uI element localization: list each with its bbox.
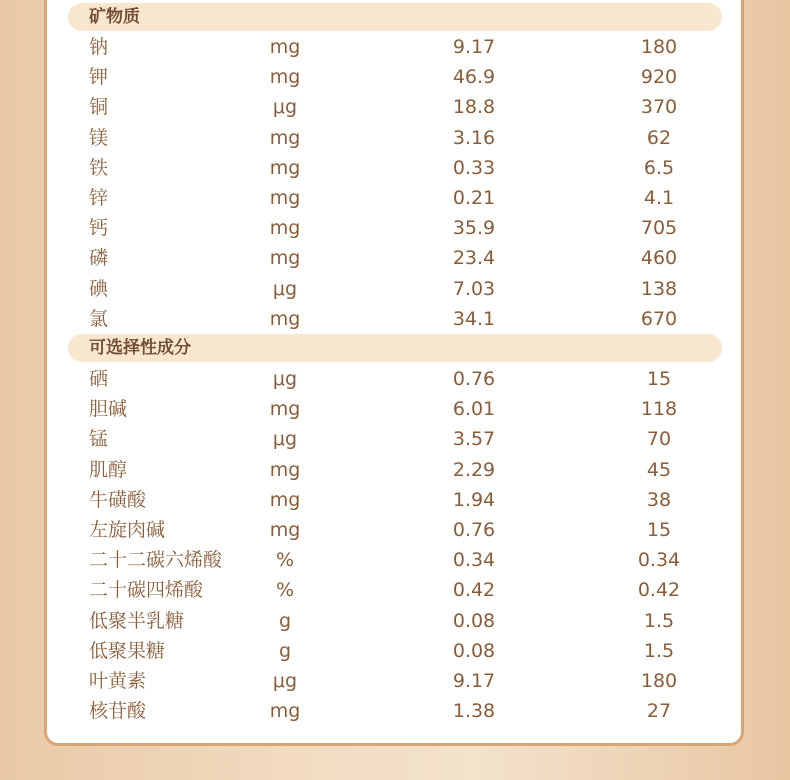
table-row — [0, 183, 790, 213]
value-per-100g: 15 — [646, 519, 672, 541]
section-title: 矿物质 — [89, 7, 140, 27]
value-per-100g: 4.1 — [643, 187, 675, 209]
nutrient-name: 铜 — [89, 96, 109, 119]
value-per-100kj: 3.16 — [452, 126, 496, 149]
table-row — [0, 243, 790, 273]
value-per-100g: 6.5 — [643, 156, 675, 179]
table-row — [0, 485, 790, 515]
nutrient-name: 镁 — [89, 126, 109, 149]
nutrient-unit: mg — [269, 307, 301, 330]
nutrient-name: 钠 — [89, 36, 109, 58]
table-row — [0, 545, 790, 575]
value-per-100g: 45 — [646, 458, 672, 481]
value-per-100g: 180 — [640, 670, 678, 692]
nutrient-name: 肌醇 — [89, 458, 128, 481]
value-per-100kj: 0.08 — [452, 639, 496, 662]
value-per-100kj: 9.17 — [452, 36, 496, 58]
nutrient-name: 铁 — [89, 156, 109, 179]
nutrient-name: 锰 — [89, 428, 109, 451]
nutrient-name: 硒 — [89, 368, 109, 390]
table-row — [0, 92, 790, 122]
value-per-100g: 38 — [646, 488, 672, 511]
nutrient-unit: g — [278, 639, 292, 662]
nutrient-name: 低聚果糖 — [89, 639, 166, 662]
table-row — [0, 62, 790, 92]
table-row — [0, 515, 790, 545]
nutrient-name: 左旋肉碱 — [89, 519, 166, 541]
nutrient-unit: μg — [272, 428, 298, 451]
value-per-100g: 138 — [640, 277, 678, 300]
nutrient-name: 钾 — [89, 66, 109, 89]
value-per-100g: 62 — [646, 126, 672, 149]
value-per-100kj: 0.76 — [452, 368, 496, 390]
nutrient-name: 钙 — [89, 217, 109, 240]
table-row — [0, 123, 790, 153]
value-per-100kj: 0.42 — [452, 579, 496, 602]
nutrient-name: 二十二碳六烯酸 — [89, 549, 223, 572]
value-per-100kj: 0.34 — [452, 549, 496, 572]
nutrient-name: 磷 — [89, 247, 109, 270]
table-row — [0, 274, 790, 304]
value-per-100kj: 1.94 — [452, 488, 496, 511]
value-per-100kj: 6.01 — [452, 398, 496, 421]
value-per-100g: 15 — [646, 368, 672, 390]
value-per-100kj: 23.4 — [452, 247, 496, 270]
nutrient-unit: mg — [269, 217, 301, 240]
value-per-100g: 180 — [640, 36, 678, 58]
table-row — [0, 606, 790, 636]
value-per-100kj: 35.9 — [452, 217, 496, 240]
section-title: 可选择性成分 — [89, 338, 191, 358]
value-per-100g: 27 — [646, 700, 672, 723]
nutrient-name: 氯 — [89, 307, 109, 330]
nutrient-name: 锌 — [89, 187, 109, 209]
table-row — [0, 394, 790, 424]
value-per-100kj: 0.08 — [452, 609, 496, 632]
table-row — [0, 32, 790, 62]
nutrient-unit: mg — [269, 187, 301, 209]
value-per-100kj: 7.03 — [452, 277, 496, 300]
value-per-100g: 670 — [640, 307, 678, 330]
value-per-100g: 705 — [640, 217, 678, 240]
value-per-100g: 920 — [640, 66, 678, 89]
nutrient-unit: mg — [269, 458, 301, 481]
nutrient-name: 二十碳四烯酸 — [89, 579, 204, 602]
nutrient-unit: mg — [269, 156, 301, 179]
table-row — [0, 455, 790, 485]
value-per-100kj: 2.29 — [452, 458, 496, 481]
value-per-100g: 118 — [640, 398, 678, 421]
nutrient-name: 低聚半乳糖 — [89, 609, 185, 632]
value-per-100kj: 18.8 — [452, 96, 496, 119]
nutrient-unit: mg — [269, 247, 301, 270]
value-per-100kj: 1.38 — [452, 700, 496, 723]
nutrient-name: 胆碱 — [89, 398, 128, 421]
nutrient-unit: mg — [269, 126, 301, 149]
nutrient-unit: mg — [269, 700, 301, 723]
nutrient-unit: mg — [269, 36, 301, 58]
value-per-100g: 1.5 — [643, 609, 675, 632]
nutrient-unit: mg — [269, 398, 301, 421]
table-row — [0, 575, 790, 605]
value-per-100kj: 34.1 — [452, 307, 496, 330]
value-per-100kj: 3.57 — [452, 428, 496, 451]
nutrient-unit: mg — [269, 66, 301, 89]
nutrient-name: 核苷酸 — [89, 700, 147, 723]
nutrient-unit: μg — [272, 368, 298, 390]
table-row — [0, 153, 790, 183]
nutrient-name: 叶黄素 — [89, 670, 147, 692]
nutrient-unit: μg — [272, 670, 298, 692]
value-per-100kj: 0.76 — [452, 519, 496, 541]
value-per-100g: 460 — [640, 247, 678, 270]
table-row — [0, 364, 790, 394]
nutrient-unit: % — [275, 549, 295, 572]
nutrient-unit: mg — [269, 488, 301, 511]
value-per-100g: 70 — [646, 428, 672, 451]
value-per-100g: 0.34 — [637, 549, 681, 572]
table-row — [0, 213, 790, 243]
table-row — [0, 696, 790, 726]
value-per-100kj: 46.9 — [452, 66, 496, 89]
nutrient-name: 牛磺酸 — [89, 488, 147, 511]
value-per-100g: 0.42 — [637, 579, 681, 602]
value-per-100kj: 0.33 — [452, 156, 496, 179]
value-per-100kj: 0.21 — [452, 187, 496, 209]
value-per-100g: 1.5 — [643, 639, 675, 662]
section-header — [68, 334, 722, 362]
nutrient-unit: g — [278, 609, 292, 632]
nutrient-name: 碘 — [89, 277, 109, 300]
table-row — [0, 304, 790, 334]
table-row — [0, 666, 790, 696]
nutrient-unit: μg — [272, 96, 298, 119]
table-row — [0, 636, 790, 666]
nutrient-unit: mg — [269, 519, 301, 541]
section-header — [68, 3, 722, 31]
value-per-100kj: 9.17 — [452, 670, 496, 692]
table-row — [0, 424, 790, 454]
value-per-100g: 370 — [640, 96, 678, 119]
nutrient-unit: μg — [272, 277, 298, 300]
nutrient-unit: % — [275, 579, 295, 602]
